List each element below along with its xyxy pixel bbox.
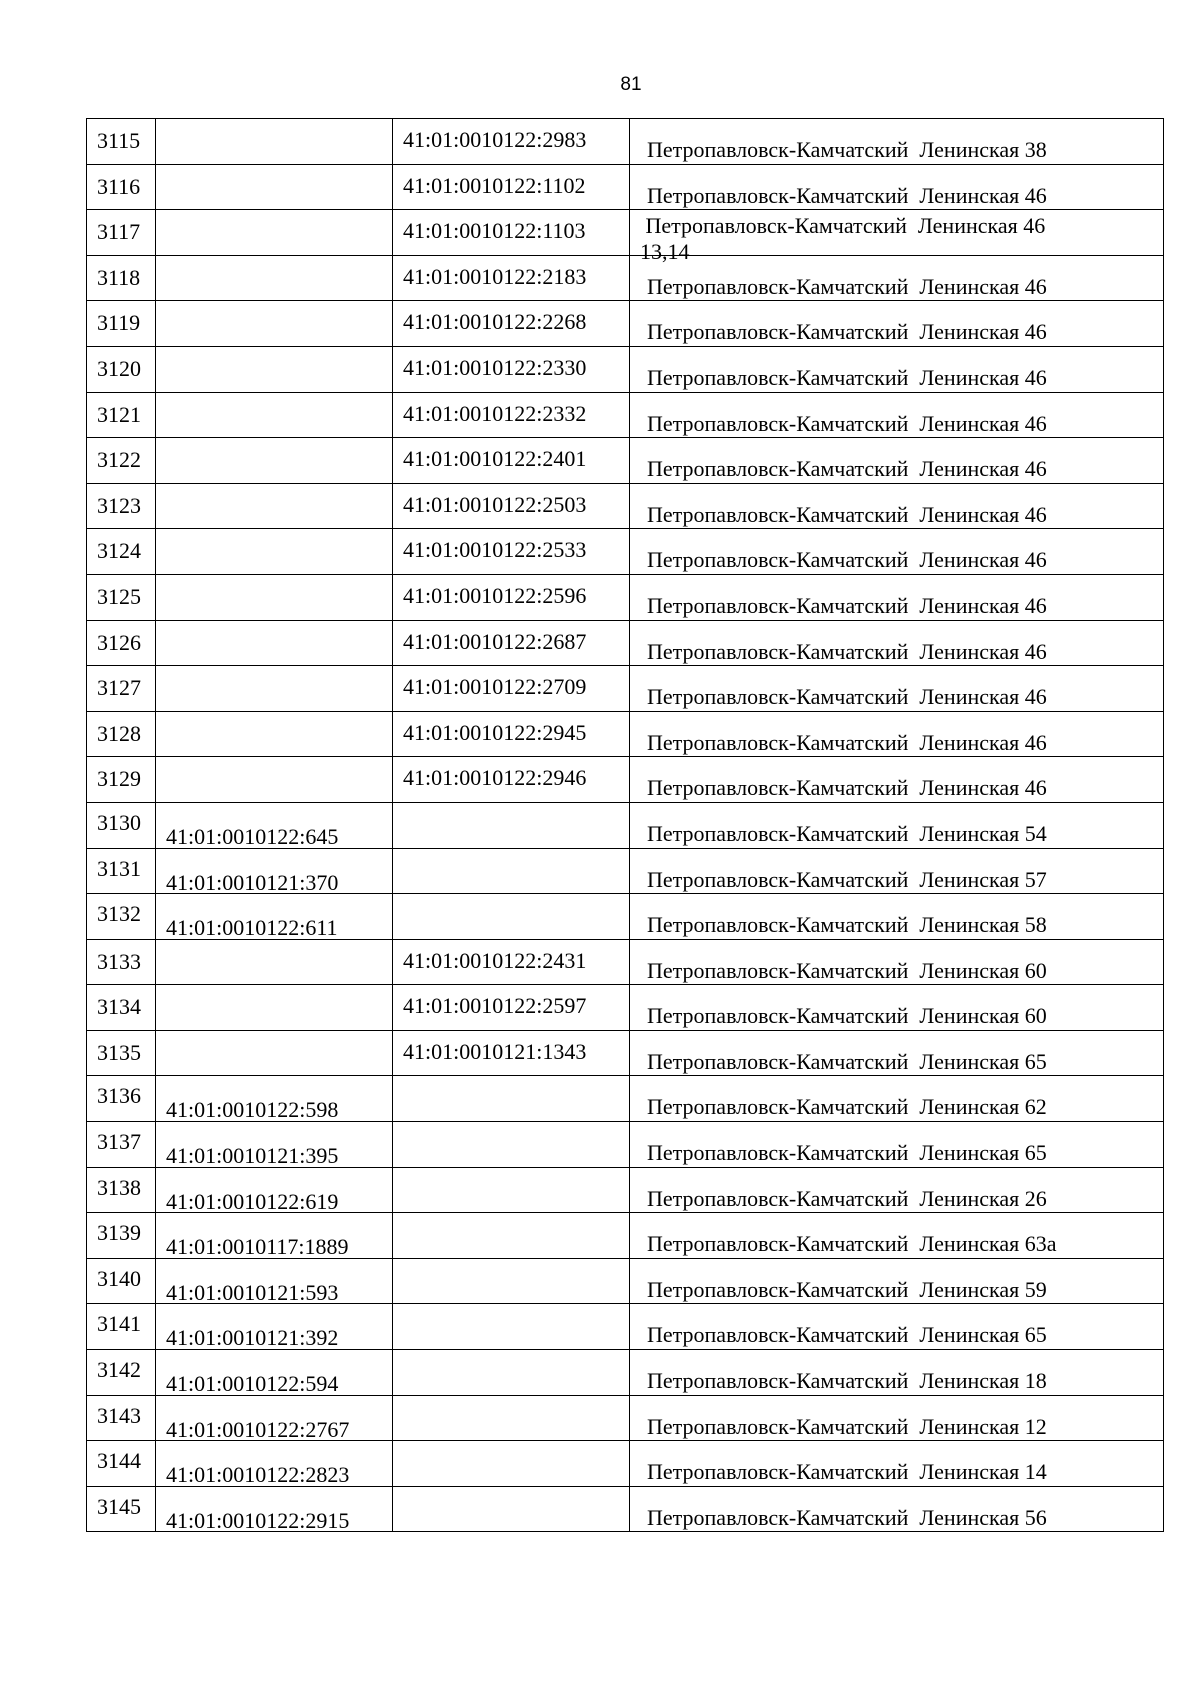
address-cell: [630, 802, 1164, 848]
land-cadastral-number-cell: [156, 894, 393, 940]
row-number-cell: [87, 1350, 156, 1396]
land-cadastral-number-cell: [156, 939, 393, 985]
table-row: [87, 483, 1164, 529]
address: Петропавловск-Камчатский Ленинская 59: [647, 1276, 1047, 1302]
table-row: [87, 985, 1164, 1031]
address: Петропавловск-Камчатский Ленинская 18: [647, 1368, 1047, 1394]
address-cell: [630, 939, 1164, 985]
row-number-cell: [87, 757, 156, 803]
row-number-cell: [87, 392, 156, 438]
address: Петропавловск-Камчатский Ленинская 46: [647, 592, 1047, 618]
building-cadastral-number-cell: [393, 939, 630, 985]
row-number-cell: [87, 1030, 156, 1076]
address: Петропавловск-Камчатский Ленинская 46: [647, 501, 1047, 527]
row-number-cell: [87, 1304, 156, 1350]
building-cadastral-number-cell: [393, 1122, 630, 1168]
land-cadastral-number-cell: [156, 301, 393, 347]
address: Петропавловск-Камчатский Ленинская 46: [647, 638, 1047, 664]
address: Петропавловск-Камчатский Ленинская 57: [647, 866, 1047, 892]
land-cadastral-number-cell: [156, 574, 393, 620]
building-cadastral-number-cell: [393, 620, 630, 666]
building-cadastral-number-cell: [393, 1395, 630, 1441]
address-cell: [630, 301, 1164, 347]
address: Петропавловск-Камчатский Ленинская 26: [647, 1185, 1047, 1211]
land-cadastral-number-cell: [156, 164, 393, 210]
land-cadastral-number-cell: [156, 1486, 393, 1532]
row-number: 3140: [97, 1265, 141, 1291]
address-cell: [630, 392, 1164, 438]
table-row: [87, 939, 1164, 985]
land-cadastral-number: 41:01:0010121:370: [166, 869, 339, 895]
address: Петропавловск-Камчатский Ленинская 63а: [647, 1231, 1057, 1257]
row-number: 3123: [97, 492, 141, 518]
address: Петропавловск-Камчатский Ленинская 46: [647, 456, 1047, 482]
table-row: [87, 1030, 1164, 1076]
address-cell: [630, 894, 1164, 940]
cadastral-table: [86, 118, 1164, 1532]
address: Петропавловск-Камчатский Ленинская 54: [647, 820, 1047, 846]
table-row: [87, 666, 1164, 712]
row-number-cell: [87, 711, 156, 757]
address-cell: [630, 1350, 1164, 1396]
building-cadastral-number-cell: [393, 1486, 630, 1532]
land-cadastral-number: 41:01:0010122:594: [166, 1371, 339, 1397]
building-cadastral-number-cell: [393, 164, 630, 210]
building-cadastral-number-cell: [393, 666, 630, 712]
table-row: [87, 1350, 1164, 1396]
building-cadastral-number: 41:01:0010122:2401: [403, 446, 587, 472]
row-number: 3116: [97, 173, 141, 199]
row-number: 3128: [97, 720, 141, 746]
address: Петропавловск-Камчатский Ленинская 46: [647, 775, 1047, 801]
building-cadastral-number: 41:01:0010122:2946: [403, 765, 587, 791]
building-cadastral-number-cell: [393, 210, 630, 256]
address-cell: [630, 346, 1164, 392]
building-cadastral-number-cell: [393, 1167, 630, 1213]
row-number-cell: [87, 1486, 156, 1532]
land-cadastral-number-cell: [156, 346, 393, 392]
address-cell: [630, 529, 1164, 575]
land-cadastral-number: 41:01:0010121:392: [166, 1325, 339, 1351]
address-cell: [630, 1486, 1164, 1532]
building-cadastral-number: 41:01:0010122:2332: [403, 400, 587, 426]
land-cadastral-number-cell: [156, 711, 393, 757]
building-cadastral-number: 41:01:0010122:2596: [403, 582, 587, 608]
row-number-cell: [87, 164, 156, 210]
address: Петропавловск-Камчатский Ленинская 65: [647, 1322, 1047, 1348]
land-cadastral-number-cell: [156, 1258, 393, 1304]
row-number-cell: [87, 666, 156, 712]
building-cadastral-number: 41:01:0010122:2503: [403, 491, 587, 517]
land-cadastral-number: 41:01:0010117:1889: [166, 1234, 349, 1260]
address-cell: [630, 1213, 1164, 1259]
address: Петропавловск-Камчатский Ленинская 46: [647, 684, 1047, 710]
address: Петропавловск-Камчатский Ленинская 56: [647, 1504, 1047, 1530]
address-cell: [630, 1076, 1164, 1122]
land-cadastral-number-cell: [156, 1350, 393, 1396]
land-cadastral-number: 41:01:0010122:611: [166, 915, 338, 941]
land-cadastral-number-cell: [156, 1395, 393, 1441]
row-number-cell: [87, 529, 156, 575]
row-number: 3132: [97, 901, 141, 927]
address: Петропавловск-Камчатский Ленинская 58: [647, 912, 1047, 938]
building-cadastral-number: 41:01:0010122:2597: [403, 993, 587, 1019]
table-row: [87, 574, 1164, 620]
land-cadastral-number: 41:01:0010122:619: [166, 1188, 339, 1214]
table-row: [87, 848, 1164, 894]
building-cadastral-number-cell: [393, 711, 630, 757]
land-cadastral-number-cell: [156, 119, 393, 165]
row-number-cell: [87, 939, 156, 985]
row-number-cell: [87, 1441, 156, 1487]
land-cadastral-number-cell: [156, 483, 393, 529]
building-cadastral-number: 41:01:0010122:2687: [403, 628, 587, 654]
address: Петропавловск-Камчатский Ленинская 62: [647, 1094, 1047, 1120]
row-number-cell: [87, 210, 156, 256]
row-number: 3126: [97, 629, 141, 655]
row-number: 3133: [97, 948, 141, 974]
table-row: [87, 1441, 1164, 1487]
building-cadastral-number-cell: [393, 346, 630, 392]
land-cadastral-number-cell: [156, 1213, 393, 1259]
table-row: [87, 1486, 1164, 1532]
row-number: 3138: [97, 1174, 141, 1200]
land-cadastral-number-cell: [156, 1030, 393, 1076]
address-cell: [630, 1030, 1164, 1076]
address-cell: [630, 757, 1164, 803]
address: Петропавловск-Камчатский Ленинская 12: [647, 1413, 1047, 1439]
building-cadastral-number-cell: [393, 438, 630, 484]
land-cadastral-number: 41:01:0010122:2915: [166, 1507, 350, 1533]
table-row: [87, 1213, 1164, 1259]
land-cadastral-number-cell: [156, 438, 393, 484]
table-row: [87, 802, 1164, 848]
building-cadastral-number-cell: [393, 483, 630, 529]
address-cell: [630, 1304, 1164, 1350]
building-cadastral-number-cell: [393, 301, 630, 347]
table-row: [87, 255, 1164, 301]
land-cadastral-number-cell: [156, 1122, 393, 1168]
land-cadastral-number-cell: [156, 985, 393, 1031]
address: Петропавловск-Камчатский Ленинская 14: [647, 1459, 1047, 1485]
address-cell: [630, 985, 1164, 1031]
row-number-cell: [87, 574, 156, 620]
building-cadastral-number-cell: [393, 574, 630, 620]
address: Петропавловск-Камчатский Ленинская 46: [647, 182, 1047, 208]
row-number-cell: [87, 301, 156, 347]
address-cell: [630, 438, 1164, 484]
row-number: 3145: [97, 1493, 141, 1519]
building-cadastral-number-cell: [393, 392, 630, 438]
address-cell: [630, 711, 1164, 757]
address: Петропавловск-Камчатский Ленинская 46: [647, 273, 1047, 299]
address: Петропавловск-Камчатский Ленинская 46: [647, 729, 1047, 755]
building-cadastral-number-cell: [393, 1350, 630, 1396]
table-row: [87, 711, 1164, 757]
address-cell: [630, 255, 1164, 301]
table-body: [87, 119, 1164, 1532]
row-number: 3137: [97, 1129, 141, 1155]
row-number: 3122: [97, 447, 141, 473]
table-row: [87, 164, 1164, 210]
address: Петропавловск-Камчатский Ленинская 38: [647, 137, 1047, 162]
address-cell: [630, 620, 1164, 666]
table-row: [87, 210, 1164, 256]
row-number: 3118: [97, 264, 141, 290]
row-number: 3136: [97, 1083, 141, 1109]
address-cell: [630, 483, 1164, 529]
address-cell: [630, 848, 1164, 894]
land-cadastral-number-cell: [156, 255, 393, 301]
table-row: [87, 1395, 1164, 1441]
building-cadastral-number: 41:01:0010121:1343: [403, 1038, 587, 1064]
land-cadastral-number-cell: [156, 1167, 393, 1213]
table-row: [87, 529, 1164, 575]
table-row: [87, 1167, 1164, 1213]
building-cadastral-number-cell: [393, 985, 630, 1031]
row-number: 3143: [97, 1402, 141, 1428]
building-cadastral-number: 41:01:0010122:2183: [403, 263, 587, 289]
land-cadastral-number-cell: [156, 666, 393, 712]
table-row: [87, 1122, 1164, 1168]
row-number: 3131: [97, 855, 141, 881]
address-cell: [630, 1122, 1164, 1168]
land-cadastral-number-cell: [156, 1304, 393, 1350]
land-cadastral-number-cell: [156, 392, 393, 438]
address-cell: [630, 574, 1164, 620]
row-number-cell: [87, 802, 156, 848]
address: Петропавловск-Камчатский Ленинская 46: [647, 364, 1047, 390]
land-cadastral-number-cell: [156, 1076, 393, 1122]
table-row: [87, 1304, 1164, 1350]
table-row: [87, 894, 1164, 940]
row-number: 3141: [97, 1311, 141, 1337]
address: Петропавловск-Камчатский Ленинская 60: [647, 1003, 1047, 1029]
address: Петропавловск-Камчатский Ленинская 46: [647, 410, 1047, 436]
row-number: 3120: [97, 355, 141, 381]
row-number-cell: [87, 255, 156, 301]
land-cadastral-number-cell: [156, 210, 393, 256]
land-cadastral-number-cell: [156, 620, 393, 666]
row-number: 3142: [97, 1357, 141, 1383]
row-number-cell: [87, 438, 156, 484]
building-cadastral-number-cell: [393, 119, 630, 165]
row-number: 3135: [97, 1039, 141, 1065]
address-cell: [630, 119, 1164, 165]
land-cadastral-number-cell: [156, 529, 393, 575]
address-cell: [630, 1441, 1164, 1487]
address-cell: [630, 210, 1164, 265]
land-cadastral-number-cell: [156, 1441, 393, 1487]
building-cadastral-number: 41:01:0010122:2709: [403, 674, 587, 700]
table-row: [87, 301, 1164, 347]
address: Петропавловск-Камчатский Ленинская 65: [647, 1140, 1047, 1166]
row-number: 3121: [97, 401, 141, 427]
address: Петропавловск-Камчатский Ленинская 46: [647, 547, 1047, 573]
row-number-cell: [87, 848, 156, 894]
row-number: 3139: [97, 1220, 141, 1246]
land-cadastral-number-cell: [156, 802, 393, 848]
address-cell: [630, 1395, 1164, 1441]
row-number-cell: [87, 1395, 156, 1441]
row-number: 3117: [97, 219, 141, 245]
address-cell: [630, 164, 1164, 210]
building-cadastral-number: 41:01:0010122:2945: [403, 719, 587, 745]
address-cell: [630, 666, 1164, 712]
row-number-cell: [87, 620, 156, 666]
table-row: [87, 119, 1164, 165]
building-cadastral-number-cell: [393, 894, 630, 940]
building-cadastral-number-cell: [393, 757, 630, 803]
row-number: 3127: [97, 675, 141, 701]
table-row: [87, 346, 1164, 392]
address-cell: [630, 1167, 1164, 1213]
address: Петропавловск-Камчатский Ленинская 46: [647, 319, 1047, 345]
building-cadastral-number-cell: [393, 848, 630, 894]
building-cadastral-number: 41:01:0010122:1103: [403, 218, 586, 244]
page-number: 81: [620, 74, 642, 95]
address: Петропавловск-Камчатский Ленинская 65: [647, 1048, 1047, 1074]
row-number: 3124: [97, 538, 141, 564]
building-cadastral-number: 41:01:0010122:2268: [403, 309, 587, 335]
row-number-cell: [87, 483, 156, 529]
row-number-cell: [87, 346, 156, 392]
row-number: 3125: [97, 583, 141, 609]
building-cadastral-number-cell: [393, 529, 630, 575]
building-cadastral-number-cell: [393, 1076, 630, 1122]
building-cadastral-number-cell: [393, 1213, 630, 1259]
building-cadastral-number-cell: [393, 255, 630, 301]
table-row: [87, 1258, 1164, 1304]
row-number-cell: [87, 1167, 156, 1213]
building-cadastral-number-cell: [393, 1441, 630, 1487]
row-number-cell: [87, 1076, 156, 1122]
land-cadastral-number: 41:01:0010122:2767: [166, 1416, 350, 1442]
land-cadastral-number: 41:01:0010121:395: [166, 1143, 339, 1169]
building-cadastral-number: 41:01:0010122:2533: [403, 537, 587, 563]
table-row: [87, 392, 1164, 438]
building-cadastral-number: 41:01:0010122:1102: [403, 172, 586, 198]
table-row: [87, 620, 1164, 666]
table-row: [87, 757, 1164, 803]
row-number: 3144: [97, 1448, 141, 1474]
row-number-cell: [87, 119, 156, 165]
land-cadastral-number: 41:01:0010122:645: [166, 823, 339, 849]
row-number: 3115: [97, 128, 141, 153]
table-row: [87, 438, 1164, 484]
row-number-cell: [87, 1213, 156, 1259]
row-number: 3119: [97, 310, 141, 336]
building-cadastral-number-cell: [393, 1304, 630, 1350]
address: Петропавловск-Камчатский Ленинская 46 13,14: [640, 213, 1046, 265]
building-cadastral-number: 41:01:0010122:2330: [403, 354, 587, 380]
row-number: 3130: [97, 809, 141, 835]
land-cadastral-number-cell: [156, 757, 393, 803]
address: Петропавловск-Камчатский Ленинская 60: [647, 957, 1047, 983]
land-cadastral-number: 41:01:0010121:593: [166, 1279, 339, 1305]
row-number: 3134: [97, 994, 141, 1020]
building-cadastral-number-cell: [393, 1258, 630, 1304]
building-cadastral-number-cell: [393, 802, 630, 848]
land-cadastral-number: 41:01:0010122:2823: [166, 1462, 350, 1488]
row-number: 3129: [97, 766, 141, 792]
building-cadastral-number: 41:01:0010122:2983: [403, 127, 587, 152]
row-number-cell: [87, 1258, 156, 1304]
building-cadastral-number: 41:01:0010122:2431: [403, 947, 587, 973]
table-row: [87, 1076, 1164, 1122]
building-cadastral-number-cell: [393, 1030, 630, 1076]
row-number-cell: [87, 985, 156, 1031]
land-cadastral-number: 41:01:0010122:598: [166, 1097, 339, 1123]
land-cadastral-number-cell: [156, 848, 393, 894]
address-cell: [630, 1258, 1164, 1304]
row-number-cell: [87, 894, 156, 940]
row-number-cell: [87, 1122, 156, 1168]
